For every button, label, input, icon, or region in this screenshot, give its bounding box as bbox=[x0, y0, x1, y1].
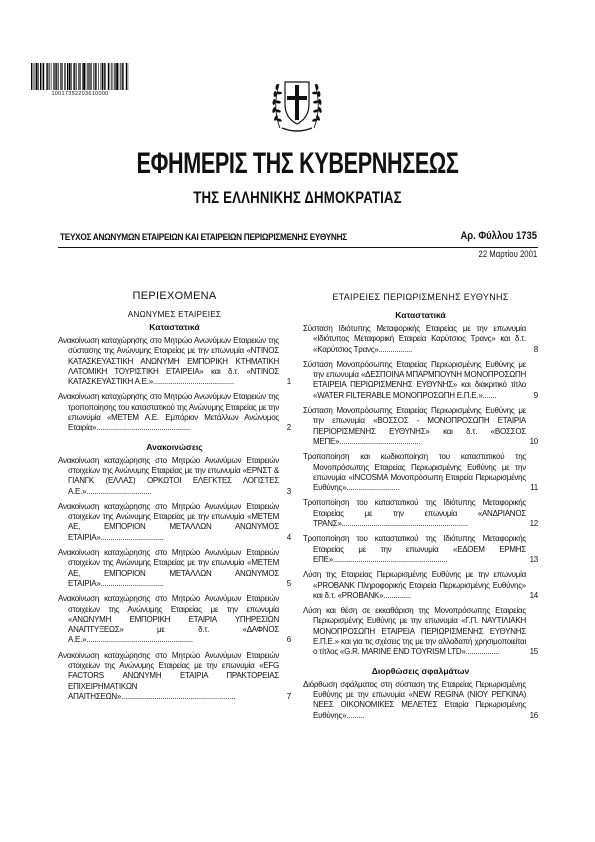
toc-entry-text: Λύση και θέση σε εκκαθάριση της Μονοπρόσωπης Εταιρείας Περιωρισμένης Ευθύνης με την επωνυμία «Γ.Π. ΝΑΥΤΙΛΙΑΚΗ ΜΟΝΟΠΡΟΣΩΠΗ ΕΤΑΙΡΕΙΑ ΠΕΡΙΩΡΙΣΜΕΝΗΣ ΕΥΘΥΝΗΣ Ε.Π.Ε.» και για τις σχέσεις της με την αλλοδαπή χρησιμοποιείται ο τίτλος «G.R. MARINE END TOYRISM LTD»................. bbox=[303, 606, 526, 657]
issue-type: ΤΕΥΧΟΣ ΑΝΩΝΥΜΩΝ ΕΤΑΙΡΕΙΩΝ ΚΑΙ ΕΤΑΙΡΕΙΩΝ ΠΕΡΙΩΡΙΣΜΕΝΗΣ ΕΥΘΥΝΗΣ bbox=[60, 232, 347, 243]
group-title: Ανακοινώσεις bbox=[146, 441, 203, 452]
toc-entry[interactable] bbox=[58, 548, 291, 589]
toc-heading: ΠΕΡΙΕΧΟΜΕΝΑ bbox=[132, 290, 217, 302]
toc-entry-text: Ανακοίνωση καταχώρησης στο Μητρώο Ανωνύμων Εταιρειών στοιχείων της Ανώνυμης Εταιρείας με την επωνυμία «ΕΡΝΣΤ & ΓΙΑΝΓΚ (ΕΛΛΑΣ) ΟΡΚΩΤΟΙ ΕΛΕΓΚΤΕΣ ΛΟΓΙΣΤΕΣ Α.Ε.»................................. bbox=[58, 455, 279, 496]
toc-entry-page: 15 bbox=[529, 647, 538, 657]
toc-entry-page: 12 bbox=[529, 519, 538, 529]
toc-entry-page: 8 bbox=[533, 344, 538, 354]
barcode-number: 10017352203610000 bbox=[51, 91, 109, 97]
header-divider bbox=[58, 247, 538, 248]
toc-entry[interactable] bbox=[303, 680, 538, 721]
group-title: Καταστατικά bbox=[149, 322, 200, 332]
toc-entry-page: 14 bbox=[529, 590, 538, 600]
toc-entry[interactable] bbox=[58, 502, 291, 543]
toc-entry[interactable] bbox=[58, 594, 291, 645]
group-title: Διορθώσεις σφαλμάτων bbox=[371, 665, 470, 676]
toc-entry[interactable] bbox=[58, 456, 291, 497]
toc-entry[interactable] bbox=[303, 606, 538, 657]
gazette-title: ΕΦΗΜΕΡΙΣ ΤΗΣ ΚΥΒΕΡΝΗΣΕΩΣ bbox=[136, 147, 459, 180]
toc-entry-page: 9 bbox=[533, 390, 538, 400]
group-title: Καταστατικά bbox=[395, 310, 446, 320]
toc-entry[interactable] bbox=[303, 498, 538, 529]
toc-entry-text: Ανακοίνωση καταχώρησης στο Μητρώο Ανωνύμων Εταιρειών στοιχείων της Ανώνυμης Εταιρείας με την επωνυμία «ΜΕΤΕΜ ΑΕ, ΕΜΠΟΡΙΟΝ ΜΕΤΑΛΛΩΝ ΑΝΩΝΥΜΟΣ ΕΤΑΙΡΙΑ»................................ bbox=[58, 548, 279, 588]
toc-entry-page: 7 bbox=[286, 691, 291, 701]
toc-entry[interactable] bbox=[58, 392, 291, 433]
section-title: ΑΝΩΝΥΜΕΣ ΕΤΑΙΡΕΙΕΣ bbox=[127, 310, 222, 319]
toc-entry-text: Σύσταση Μονοπρόσωπης Εταιρείας Περιωρισμένης Ευθύνης με την επωνυμία «ΔΕΣΠΟΙΝΑ ΜΠΑΡΜΠΟΥΝΗ ΜΟΝΟΠΡΟΣΩΠΗ ΕΤΑΙΡΕΙΑ ΠΕΡΙΩΡΙΣΜΕΝΗΣ ΕΥΘΥΝΗΣ» και διακριτικό τίτλο «WATER FILTERABLE ΜΟΝΟΠΡΟΣΩΠΗ Ε.Π.Ε.»....... bbox=[303, 359, 526, 400]
toc-entry-page: 13 bbox=[529, 554, 538, 564]
toc-left-column bbox=[58, 290, 291, 707]
toc-entry[interactable] bbox=[58, 336, 291, 387]
toc-entry-text: Τροποποίηση και κωδικοποίηση του καταστατικού της Μονοπρόσωπης Εταιρείας Περιωρισμένης Ευθύνης με την επωνυμία «INCOSMA Μονοπρόσωπη Εταιρεία Περιωρισμένης Ευθύνης»........................... bbox=[303, 452, 526, 493]
toc-entry-page: 10 bbox=[529, 436, 538, 446]
toc-entry-text: Ανακοίνωση καταχώρησης στο Μητρώο Ανωνύμων Εταιρειών της σύστασης της Ανώνυμης Εταιρείας με την επωνυμία «ΝΤΙΝΟΣ ΚΑΤΑΣΚΕΥΑΣΤΙΚΗ ΑΝΩΝΥΜΗ ΕΜΠΟΡΙΚΗ ΚΤΗΜΑΤΙΚΗ ΛΑΤΟΜΙΚΗ ΤΟΥΡΙΣΤΙΚΗ ΕΤΑΙΡΕΙΑ» και δ.τ. «ΝΤΙΝΟΣ ΚΑΤΑΣΚΕΥΑΣΤΙΚΗ Α.Ε.»......................................... bbox=[58, 336, 279, 387]
toc-entry[interactable] bbox=[303, 360, 538, 401]
toc-entry-text: Τροποποίηση του καταστατικού της Ιδιότυπης Μεταφορικής Εταιρείας με την επωνυμία «ΕΔΟΕΜ ΕΡΜΗΣ ΕΠΕ».......................................................... bbox=[303, 534, 526, 564]
toc-entry-text: Σύσταση Ιδιότυπης Μεταφορικής Εταιρείας με την επωνυμία «Ιδιότυπος Μεταφορική Εταιρεία Καρύτσιος Τρανς» και δ.τ. «Καρύτσιος Τρανς»................. bbox=[303, 324, 526, 354]
toc-entry[interactable] bbox=[303, 406, 538, 447]
barcode bbox=[30, 63, 130, 90]
toc-entry-page: 1 bbox=[286, 377, 291, 387]
gazette-subtitle: ΤΗΣ ΕΛΛΗΝΙΚΗΣ ΔΗΜΟΚΡΑΤΙΑΣ bbox=[193, 188, 402, 207]
toc-entry-text: Ανακοίνωση καταχώρησης στο Μητρώο Ανωνύμων Εταιρειών στοιχείων της Ανώνυμης Εταιρείας με την επωνυμία «EFG FACTORS ΑΝΩΝΥΜΗ ΕΤΑΙΡΙΑ ΠΡΑΚΤΟΡΕΙΑΣ ΕΠΙΧΕΙΡΗΜΑΤΙΚΩΝ ΑΠΑΙΤΗΣΕΩΝ».......................................................... bbox=[58, 650, 279, 701]
sheet-number: Αρ. Φύλλου 1735 bbox=[460, 230, 537, 242]
toc-entry[interactable] bbox=[303, 324, 538, 355]
toc-entry[interactable] bbox=[303, 452, 538, 493]
section-title: ΕΤΑΙΡΕΙΕΣ ΠΕΡΙΩΡΙΣΜΕΝΗΣ ΕΥΘΥΝΗΣ bbox=[332, 292, 509, 302]
toc-entry-page: 2 bbox=[286, 423, 291, 433]
toc-entry-text: Ανακοίνωση καταχώρησης στο Μητρώο Ανωνύμων Εταιρειών της τροποποίησης του καταστατικού της Ανώνυμης Εταιρείας με την επωνυμία «ΜΕΤΕΜ Α.Ε. Εμπόριον Μετάλλων Ανώνυμος Εταιρία»................................................ bbox=[58, 392, 279, 433]
toc-entry-page: 16 bbox=[529, 710, 538, 720]
toc-entry[interactable] bbox=[58, 651, 291, 702]
toc-entry-page: 11 bbox=[530, 483, 538, 493]
toc-entry-page: 5 bbox=[286, 578, 291, 588]
toc-right-column bbox=[303, 290, 538, 726]
toc-entry-text: Σύσταση Μονοπρόσωπης Εταιρείας Περιωρισμένης Ευθύνης με την επωνυμία «ΒΟΣΣΟΣ - ΜΟΝΟΠΡΟΣΩΠΗ ΕΤΑΙΡΙΑ ΠΕΡΙΟΡΙΣΜΕΝΗΣ ΕΥΘΥΝΗΣ» και δ.τ. «ΒΟΣΣΟΣ ΜΕΠΕ»......................................... bbox=[303, 406, 526, 446]
toc-entry-text: Λύση της Εταιρείας Περιωρισμένης Ευθύνης με την επωνυμία «PROBANK Πληροφορικής Εταιρεία Περιωρισμένης Ευθύνης» και δ.τ. «PROBANK».............. bbox=[303, 570, 526, 600]
toc-entry-text: Τροποποίηση του καταστατικού της Ιδιότυπης Μεταφορικής Εταιρείας με την επωνυμία «ΑΝΔΡΙΑΝΟΣ ΤΡΑΝΣ»................................................................ bbox=[303, 498, 526, 529]
toc-entry[interactable] bbox=[303, 570, 538, 601]
toc-entry-text: Διόρθωση σφάλματος στη σύσταση της Εταιρείας Περιωρισμένης Ευθύνης με την επωνυμία «NEW REGINA (ΝΙΟΥ ΡΕΓΚΙΝΑ) ΝΕΕΣ ΟΙΚΟΝΟΜΙΚΕΣ ΜΕΛΕΤΕΣ Εταιρία Περιωρισμένης Ευθύνης»......... bbox=[303, 679, 526, 720]
coat-of-arms-emblem bbox=[270, 68, 324, 136]
toc-entry-page: 3 bbox=[286, 486, 291, 496]
toc-entry[interactable] bbox=[303, 534, 538, 565]
issue-date: 22 Μαρτίου 2001 bbox=[478, 249, 537, 259]
toc-entry-text: Ανακοίνωση καταχώρησης στο Μητρώο Ανωνύμων Εταιρειών στοιχείων της Ανώνυμης Εταιρείας με την επωνυμία «ΜΕΤΕΜ ΑΕ, ΕΜΠΟΡΙΟΝ ΜΕΤΑΛΛΩΝ ΑΝΩΝΥΜΟΣ ΕΤΑΙΡΙΑ»................................ bbox=[58, 501, 279, 542]
toc-entry-page: 4 bbox=[286, 532, 291, 542]
toc-entry-text: Ανακοίνωση καταχώρησης στο Μητρώο Ανωνύμων Εταιρειών στοιχείων της Ανώνυμης Εταιρείας με την επωνυμία «ΑΝΩΝΥΜΗ ΕΜΠΟΡΙΚΗ ΕΤΑΙΡΙΑ ΥΠΗΡΕΣΙΩΝ ΑΝΑΠΤΥΞΕΩΣ» με δ.τ. «ΔΑΦΝΟΣ Α.Ε.»...................................................... bbox=[58, 594, 279, 645]
toc-entry-page: 6 bbox=[286, 635, 291, 645]
